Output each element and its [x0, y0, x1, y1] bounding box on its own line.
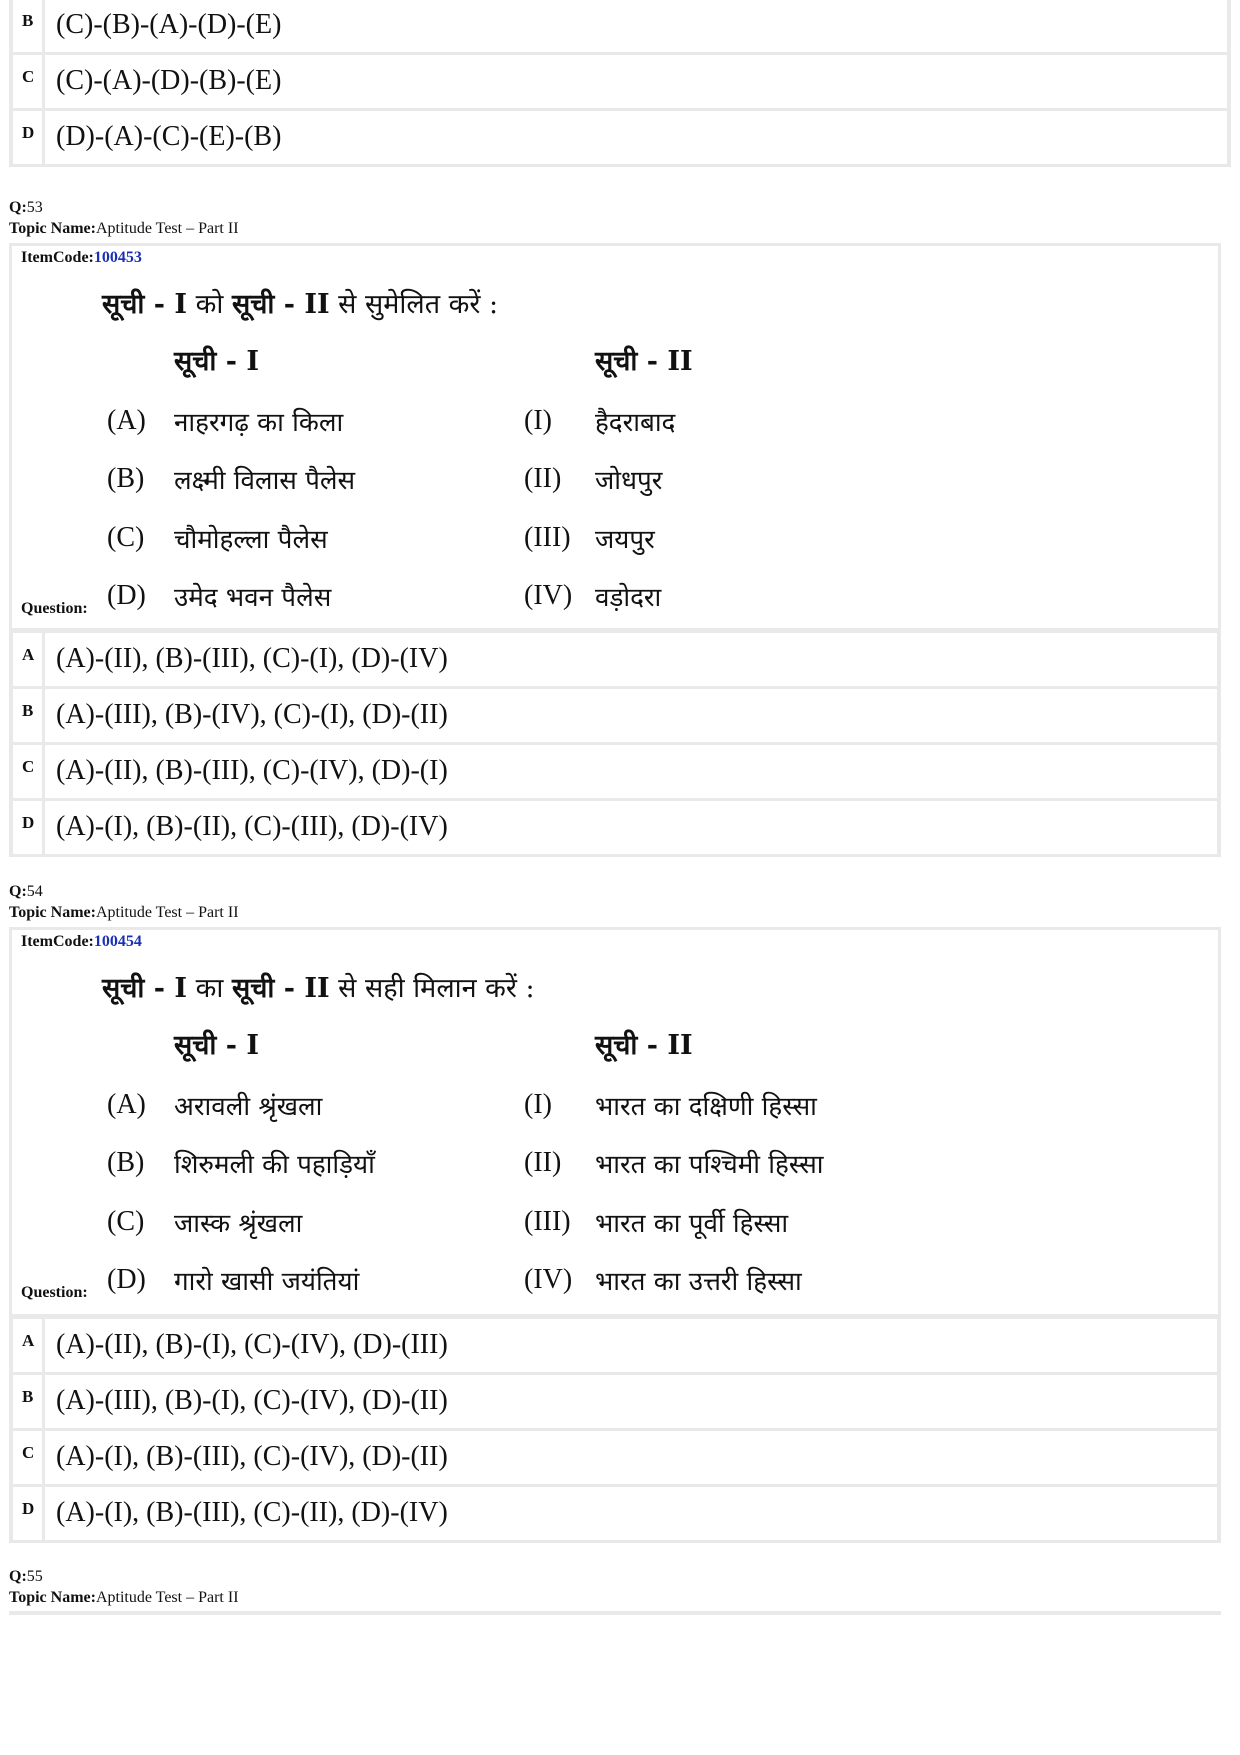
row-letter: (D): [107, 1264, 146, 1295]
instr-text-1: को: [187, 289, 232, 320]
item-code-value: 100454: [93, 933, 142, 950]
match-row: [12, 1198, 1212, 1248]
list1-heading: सूची - I: [174, 1030, 260, 1061]
option-text: (A)-(II), (B)-(I), (C)-(IV), (D)-(III): [56, 1329, 448, 1360]
option-text: (A)-(I), (B)-(II), (C)-(III), (D)-(IV): [56, 811, 448, 842]
option-letter: D: [13, 801, 45, 854]
q-label: Q:: [9, 883, 27, 900]
row-letter: (B): [107, 1147, 145, 1178]
option-letter: D: [13, 111, 45, 164]
q-label: Q:: [9, 199, 27, 216]
match-row: [12, 455, 1212, 505]
topic-name: Aptitude Test – Part II: [95, 220, 239, 237]
row-roman: (IV): [524, 580, 573, 611]
row-letter: (B): [107, 463, 145, 494]
option-letter: D: [13, 1487, 45, 1540]
row-roman: (I): [524, 1089, 552, 1120]
row-roman: (III): [524, 1206, 571, 1237]
option-letter: C: [13, 55, 45, 108]
q54-header: [9, 881, 239, 923]
instr-bold-1: सूची - I: [102, 973, 188, 1004]
item-code-value: 100453: [93, 249, 142, 266]
option-row[interactable]: [13, 0, 1227, 52]
list1-item: जास्क श्रृंखला: [174, 1209, 303, 1239]
instr-bold-2: सूची - II: [231, 973, 330, 1004]
list2-item: भारत का पूर्वी हिस्सा: [595, 1209, 789, 1239]
option-letter: A: [13, 1319, 45, 1372]
option-text: (A)-(III), (B)-(IV), (C)-(I), (D)-(II): [56, 699, 448, 730]
q-number: 54: [26, 883, 43, 900]
list2-item: जोधपुर: [595, 466, 663, 496]
list1-item: उमेद भवन पैलेस: [174, 583, 332, 613]
q55-box-top-border: [9, 1611, 1221, 1615]
item-code-label: ItemCode:: [21, 249, 94, 266]
q-number: 53: [26, 199, 43, 216]
list1-item: अरावली श्रृंखला: [174, 1092, 323, 1122]
instr-text-1: का: [187, 973, 232, 1004]
q54-options: [9, 1316, 1221, 1543]
topic-label: Topic Name:: [9, 904, 96, 921]
option-row[interactable]: [13, 1375, 1217, 1428]
row-roman: (III): [524, 522, 571, 553]
list1-item: गारो खासी जयंतियां: [174, 1267, 360, 1297]
q55-header: [9, 1566, 239, 1608]
option-letter: B: [13, 0, 45, 52]
list1-item: लक्ष्मी विलास पैलेस: [174, 466, 356, 496]
match-row: [12, 1081, 1212, 1131]
list1-heading: सूची - I: [174, 346, 260, 377]
q-label: Q:: [9, 1568, 27, 1585]
topic-label: Topic Name:: [9, 220, 96, 237]
row-letter: (A): [107, 1089, 146, 1120]
match-row: [12, 572, 1212, 622]
question-label: Question:: [21, 600, 88, 617]
item-code: [21, 249, 142, 267]
list1-item: नाहरगढ़ का किला: [174, 408, 344, 438]
match-row: [12, 514, 1212, 564]
topic-name: Aptitude Test – Part II: [95, 904, 239, 921]
option-letter: B: [13, 689, 45, 742]
row-letter: (A): [107, 405, 146, 436]
list2-heading: सूची - II: [595, 346, 693, 377]
instr-bold-2: सूची - II: [231, 289, 330, 320]
list2-item: भारत का उत्तरी हिस्सा: [595, 1267, 802, 1297]
instr-text-2: से सही मिलान करें :: [329, 973, 535, 1004]
row-roman: (II): [524, 463, 562, 494]
option-text: (A)-(I), (B)-(III), (C)-(IV), (D)-(II): [56, 1441, 448, 1472]
option-letter: C: [13, 1431, 45, 1484]
row-roman: (II): [524, 1147, 562, 1178]
topic-label: Topic Name:: [9, 1589, 96, 1606]
instr-bold-1: सूची - I: [102, 289, 188, 320]
question-instruction: [102, 284, 498, 321]
option-row[interactable]: [13, 633, 1217, 686]
list2-item: जयपुर: [595, 525, 655, 555]
option-row[interactable]: [13, 1431, 1217, 1484]
list2-item: वड़ोदरा: [595, 583, 662, 613]
list1-item: शिरुमली की पहाड़ियाँ: [174, 1150, 375, 1180]
match-row: [12, 1139, 1212, 1189]
option-row[interactable]: [13, 801, 1217, 854]
q53-question-box: [9, 243, 1221, 631]
question-label: Question:: [21, 1284, 88, 1301]
list2-item: भारत का पश्चिमी हिस्सा: [595, 1150, 824, 1180]
q54-question-box: [9, 927, 1221, 1317]
item-code-label: ItemCode:: [21, 933, 94, 950]
row-letter: (D): [107, 580, 146, 611]
instr-text-2: से सुमेलित करें :: [329, 289, 499, 320]
option-text: (A)-(III), (B)-(I), (C)-(IV), (D)-(II): [56, 1385, 448, 1416]
item-code: [21, 933, 142, 951]
match-row: [12, 397, 1212, 447]
list1-item: चौमोहल्ला पैलेस: [174, 525, 328, 555]
row-letter: (C): [107, 1206, 145, 1237]
question-instruction: [102, 968, 535, 1005]
list2-item: हैदराबाद: [595, 408, 676, 438]
q-number: 55: [26, 1568, 43, 1585]
option-letter: C: [13, 745, 45, 798]
q53-options: [9, 630, 1221, 857]
option-text: (C)-(A)-(D)-(B)-(E): [56, 65, 282, 96]
option-text: (A)-(II), (B)-(III), (C)-(I), (D)-(IV): [56, 643, 448, 674]
option-row[interactable]: [13, 1487, 1217, 1540]
option-row[interactable]: [13, 111, 1227, 164]
row-roman: (IV): [524, 1264, 573, 1295]
topic-name: Aptitude Test – Part II: [95, 1589, 239, 1606]
row-letter: (C): [107, 522, 145, 553]
option-text: (A)-(I), (B)-(III), (C)-(II), (D)-(IV): [56, 1497, 448, 1528]
option-row[interactable]: [13, 689, 1217, 742]
option-text: (D)-(A)-(C)-(E)-(B): [56, 121, 282, 152]
q52-options: [9, 0, 1231, 167]
option-text: (C)-(B)-(A)-(D)-(E): [56, 9, 282, 40]
row-roman: (I): [524, 405, 552, 436]
option-row[interactable]: [13, 55, 1227, 108]
option-letter: B: [13, 1375, 45, 1428]
q53-header: [9, 197, 239, 239]
list2-item: भारत का दक्षिणी हिस्सा: [595, 1092, 817, 1122]
option-letter: A: [13, 633, 45, 686]
option-row[interactable]: [13, 1319, 1217, 1372]
option-text: (A)-(II), (B)-(III), (C)-(IV), (D)-(I): [56, 755, 448, 786]
option-row[interactable]: [13, 745, 1217, 798]
list2-heading: सूची - II: [595, 1030, 693, 1061]
match-row: [12, 1256, 1212, 1306]
